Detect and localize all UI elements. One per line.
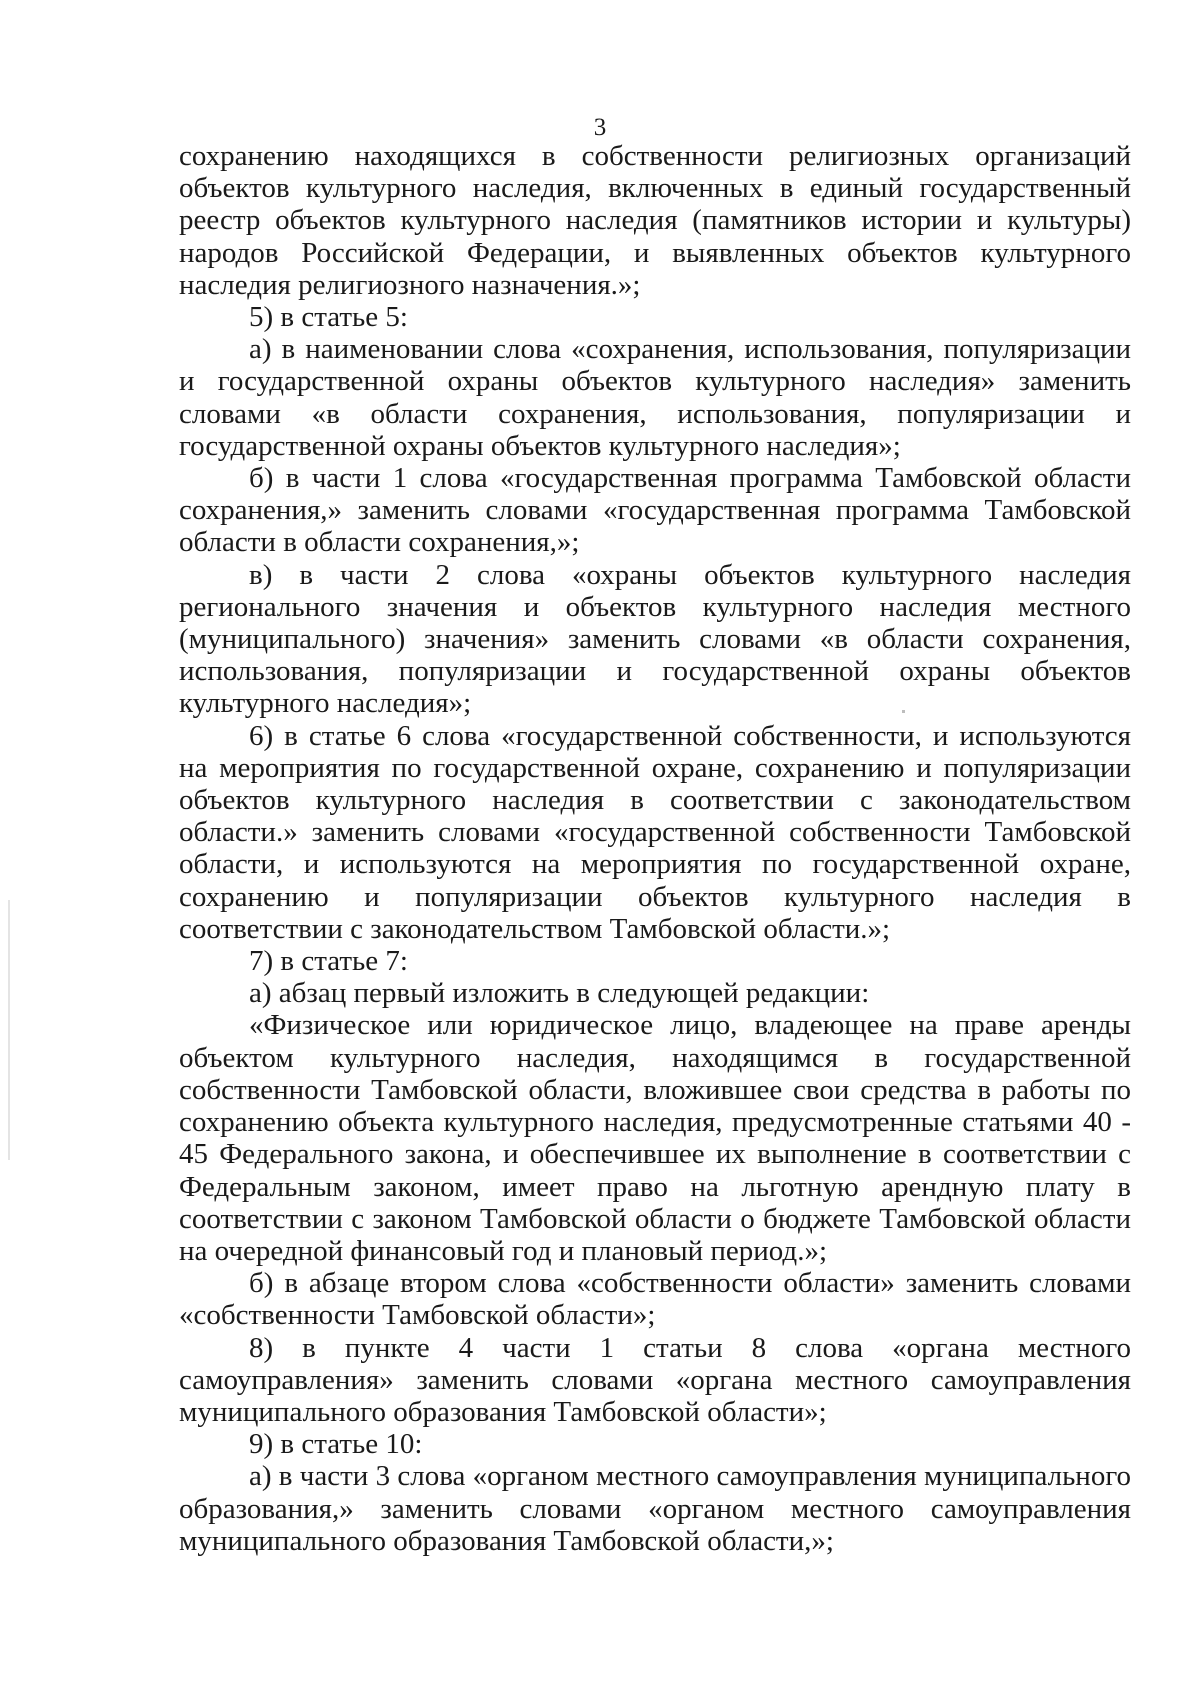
paragraph: 6) в статье 6 слова «государственной собственности, и используются на мероприятия по государственной охране, сохранению и популяризации объектов культурного наследия в соответствии с законодательством области.» заменить словами «государственной собственности Тамбовской области, и используются на мероприятия по государственной охране, сохранению и популяризации объектов культурного наследия в соответствии с законодательством Тамбовской области.»;	[179, 719, 1131, 945]
document-body	[179, 140, 1131, 1557]
paragraph: 7) в статье 7:	[249, 945, 408, 978]
scan-artifact	[8, 900, 10, 1160]
paragraph: 5) в статье 5:	[249, 301, 408, 334]
paragraph: в) в части 2 слова «охраны объектов культурного наследия регионального значения и объектов культурного наследия местного (муниципального) значения» заменить словами «в области сохранения, использования, популяризации и государственной охраны объектов культурного наследия»;	[179, 558, 1131, 720]
paragraph: сохранению находящихся в собственности религиозных организаций объектов культурного наследия, включенных в единый государственный реестр объектов культурного наследия (памятников истории и культуры) народов Российской Федерации, и выявленных объектов культурного наследия религиозного назначения.»;	[179, 140, 1131, 301]
page-number: 3	[593, 114, 607, 141]
paragraph: «Физическое или юридическое лицо, владеющее на праве аренды объектом культурного наследия, находящимся в государственной собственности Тамбовской области, вложившее свои средства в работы по сохранению объекта культурного наследия, предусмотренные статьями 40 - 45 Федерального закона, и обеспечившее их выполнение в соответствии с Федеральным законом, имеет право на льготную арендную плату в соответствии с законом Тамбовской области о бюджете Тамбовской области на очередной финансовый год и плановый период.»;	[179, 1009, 1131, 1267]
paragraph: а) в наименовании слова «сохранения, использования, популяризации и государственной охраны объектов культурного наследия» заменить словами «в области сохранения, использования, популяризации и государственной охраны объектов культурного наследия»;	[179, 333, 1131, 462]
paragraph: а) абзац первый изложить в следующей редакции:	[249, 977, 870, 1010]
paragraph: б) в части 1 слова «государственная программа Тамбовской области сохранения,» заменить словами «государственная программа Тамбовской области в области сохранения,»;	[179, 462, 1131, 559]
paragraph: а) в части 3 слова «органом местного самоуправления муниципального образования,» заменить словами «органом местного самоуправления муниципального образования Тамбовской области,»;	[179, 1460, 1131, 1557]
paragraph: б) в абзаце втором слова «собственности области» заменить словами «собственности Тамбовской области»;	[179, 1267, 1131, 1332]
paragraph: 9) в статье 10:	[249, 1428, 423, 1461]
paragraph: 8) в пункте 4 части 1 статьи 8 слова «органа местного самоуправления» заменить словами «органа местного самоуправления муниципального образования Тамбовской области»;	[179, 1331, 1131, 1428]
